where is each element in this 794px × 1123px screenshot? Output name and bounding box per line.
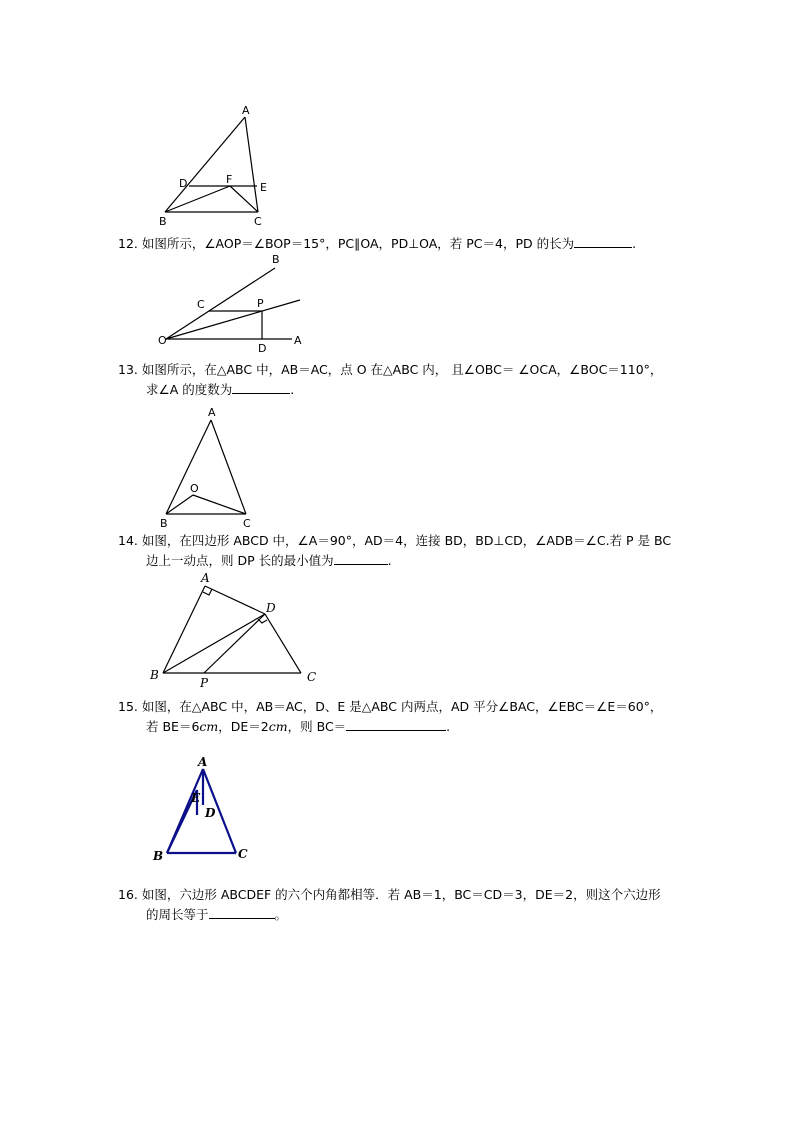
label-O: O (190, 482, 199, 495)
label-B: B (159, 215, 167, 228)
question-16-line2-text: 的周长等于 (146, 907, 209, 922)
question-13-text: 13. 如图所示，在△ABC 中，AB＝AC，点 O 在△ABC 内， 且∠OBC＝ ∠OCA，∠BOC＝110°， (118, 362, 663, 377)
question-16-end: 。 (274, 907, 288, 922)
question-15-text: 15. 如图，在△ABC 中，AB＝AC，D、E 是△ABC 内两点，AD 平分∠BAC，∠EBC＝∠E＝60°， (118, 699, 663, 714)
question-12-text: 12. 如图所示，∠AOP＝∠BOP＝15°，PC∥OA，PD⊥OA，若 PC＝4，PD 的长为 (118, 236, 575, 251)
question-13-line2-text: 求∠A 的度数为 (146, 382, 233, 397)
label-A: A (208, 406, 216, 419)
label-A: A (242, 104, 250, 117)
question-13-end: . (290, 382, 295, 397)
label-P: P (200, 676, 209, 690)
label-C: C (238, 847, 248, 861)
label-P: P (257, 297, 264, 310)
label-D: D (258, 342, 267, 355)
question-12-end: . (632, 236, 637, 251)
label-C: C (307, 670, 317, 684)
question-14-line2-text: 边上一动点，则 DP 长的最小值为 (146, 553, 334, 568)
label-B: B (160, 517, 168, 530)
question-16 (118, 885, 688, 925)
label-A: A (198, 755, 208, 769)
label-C: C (254, 215, 262, 228)
question-16-text: 16. 如图，六边形 ABCDEF 的六个内角都相等．若 AB＝1，BC＝CD＝3，DE＝2，则这个六边形 (118, 887, 661, 902)
q15-unit2: cm (268, 719, 288, 734)
question-14-text: 14. 如图，在四边形 ABCD 中，∠A＝90°，AD＝4，连接 BD，BD⊥CD，∠ADB＝∠C.若 P 是 BC (118, 533, 672, 548)
label-D: D (205, 806, 216, 820)
label-C: C (197, 298, 205, 311)
label-E: E (191, 791, 201, 805)
label-A: A (201, 571, 210, 585)
label-B: B (272, 253, 280, 266)
label-D: D (266, 601, 276, 615)
question-16-line2 (118, 905, 688, 925)
label-A: A (294, 334, 302, 347)
answer-blank (209, 905, 275, 919)
label-E: E (260, 181, 267, 194)
q15-de: ，DE＝2 (218, 719, 269, 734)
q15-be: 若 BE＝6 (146, 719, 200, 734)
q15-bc: ，则 BC＝ (287, 719, 347, 734)
label-B: B (150, 668, 159, 682)
question-14-end: . (387, 553, 392, 568)
label-B: B (153, 849, 164, 863)
label-O: O (158, 334, 167, 347)
label-F: F (226, 173, 233, 186)
q15-unit1: cm (199, 719, 219, 734)
label-C: C (243, 517, 251, 530)
question-15-end: . (446, 719, 451, 734)
label-D: D (179, 177, 188, 190)
